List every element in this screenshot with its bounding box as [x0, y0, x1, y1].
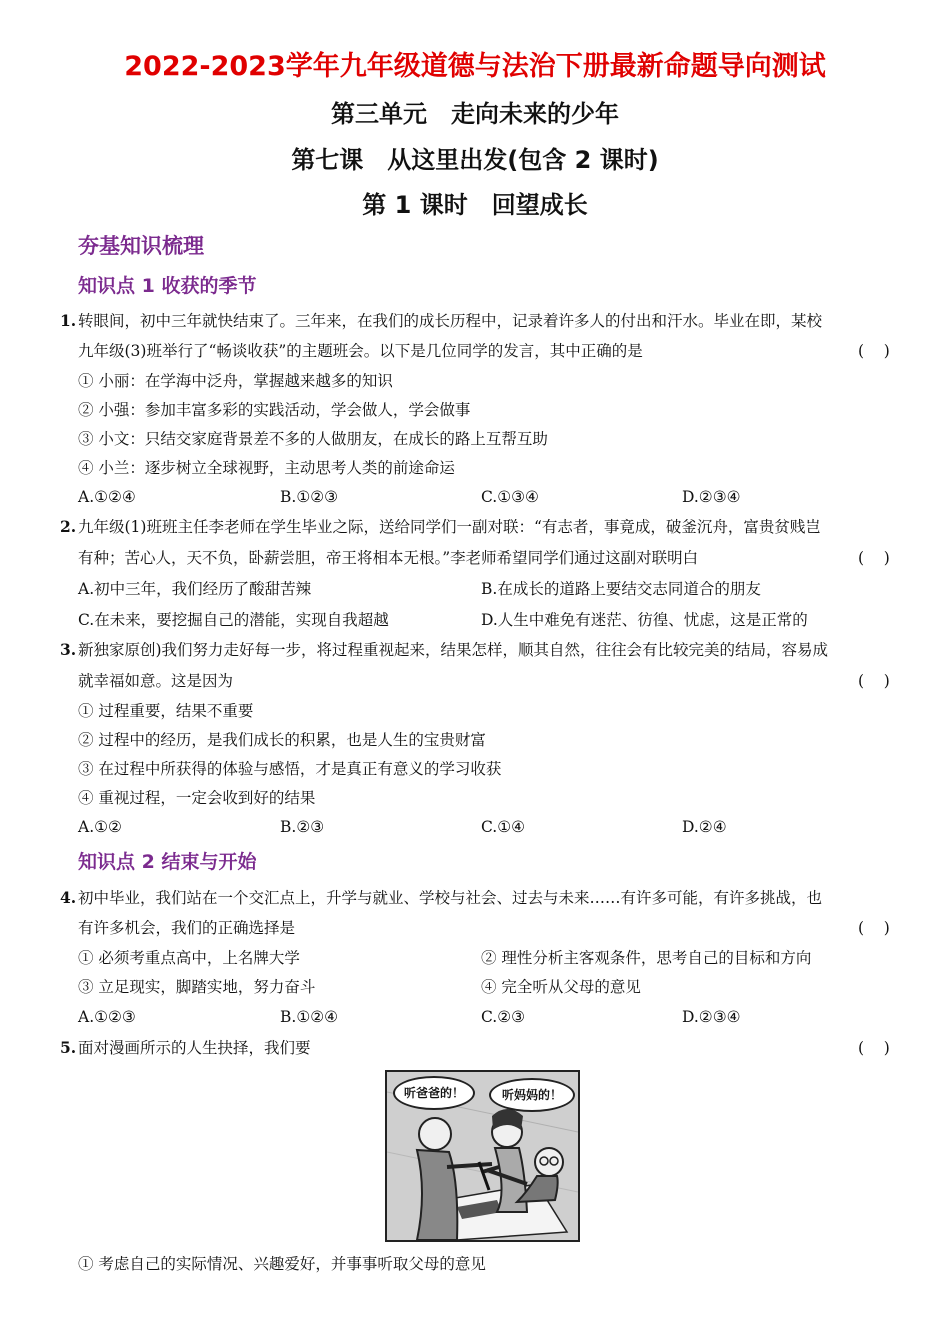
q3-stem-line2: 就幸福如意。这是因为 [78, 672, 234, 690]
unit-title: 第三单元 走向未来的少年 [331, 100, 619, 128]
q2-stem-line1: 九年级(1)班班主任李老师在学生毕业之际，送给同学们一副对联：“有志者，事竟成，破釜沉舟，富贵贫贱岂 [78, 518, 821, 536]
q1-option-a: A.①②④ [78, 488, 136, 506]
q4-item-4: ④ 完全听从父母的意见 [481, 978, 641, 996]
q4-item-3: ③ 立足现实，脚踏实地，努力奋斗 [78, 978, 316, 996]
q1-stem-line2: 九年级(3)班举行了“畅谈收获”的主题班会。以下是几位同学的发言，其中正确的是 [78, 342, 643, 360]
q3-option-c: C.①④ [481, 818, 526, 836]
q2-option-b: B.在成长的道路上要结交志同道合的朋友 [481, 580, 761, 598]
q1-answer-blank: ( ) [858, 342, 890, 360]
q4-option-b: B.①②④ [280, 1008, 339, 1026]
lesson-title: 第七课 从这里出发(包含 2 课时) [291, 146, 659, 174]
q2-answer-blank: ( ) [858, 549, 890, 567]
q5-stem-line1: 面对漫画所示的人生抉择，我们要 [78, 1039, 311, 1057]
document-title: 2022-2023学年九年级道德与法治下册最新命题导向测试 [124, 51, 826, 82]
q3-number: 3. [60, 640, 77, 659]
q2-stem-line2: 有种；苦心人，天不负，卧薪尝胆，帝王将相本无根。”李老师希望同学们通过这副对联明白 [78, 549, 699, 567]
q1-item-2: ② 小强：参加丰富多彩的实践活动，学会做人，学会做事 [78, 401, 471, 419]
q2-option-c: C.在未来，要挖掘自己的潜能，实现自我超越 [78, 611, 389, 629]
q4-stem-line1: 初中毕业，我们站在一个交汇点上，升学与就业、学校与社会、过去与未来……有许多可能，有许多挑战，也 [78, 889, 823, 907]
q3-stem-line1: 新独家原创)我们努力走好每一步，将过程重视起来，结果怎样，顺其自然，往往会有比较完美的结局，容易成 [78, 641, 829, 659]
q4-answer-blank: ( ) [858, 919, 890, 937]
q3-option-a: A.①② [78, 818, 122, 836]
q1-item-4: ④ 小兰：逐步树立全球视野，主动思考人类的前途命运 [78, 459, 455, 477]
q5-answer-blank: ( ) [858, 1039, 890, 1057]
section-kp1: 知识点 1 收获的季节 [78, 275, 257, 297]
q3-option-b: B.②③ [280, 818, 325, 836]
q1-option-b: B.①②③ [280, 488, 339, 506]
q1-item-1: ① 小丽：在学海中泛舟，掌握越来越多的知识 [78, 372, 393, 390]
q1-stem-line1: 转眼间，初中三年就快结束了。三年来，在我们的成长历程中，记录着许多人的付出和汗水。毕业在即，某校 [78, 312, 823, 330]
q2-number: 2. [60, 517, 77, 536]
period-title: 第 1 课时 回望成长 [362, 191, 588, 219]
q5-number: 5. [60, 1038, 77, 1057]
q3-option-d: D.②④ [682, 818, 727, 836]
q4-item-2: ② 理性分析主客观条件，思考自己的目标和方向 [481, 949, 812, 967]
q3-item-3: ③ 在过程中所获得的体验与感悟，才是真正有意义的学习收获 [78, 760, 502, 778]
q2-option-a: A.初中三年，我们经历了酸甜苦辣 [78, 580, 312, 598]
section-kp2: 知识点 2 结束与开始 [78, 851, 257, 873]
q4-number: 4. [60, 888, 77, 907]
q5-item-1: ① 考虑自己的实际情况、兴趣爱好，并事事听取父母的意见 [78, 1255, 486, 1273]
comic-bubble-dad: 听爸爸的！ [393, 1076, 475, 1110]
section-base: 夯基知识梳理 [78, 234, 204, 258]
q2-option-d: D.人生中难免有迷茫、彷徨、忧虑，这是正常的 [481, 611, 808, 629]
q1-option-c: C.①③④ [481, 488, 539, 506]
q1-option-d: D.②③④ [682, 488, 741, 506]
q1-item-3: ③ 小文：只结交家庭背景差不多的人做朋友，在成长的路上互帮互助 [78, 430, 548, 448]
q3-item-4: ④ 重视过程，一定会收到好的结果 [78, 789, 316, 807]
q3-answer-blank: ( ) [858, 672, 890, 690]
q4-item-1: ① 必须考重点高中，上名牌大学 [78, 949, 300, 967]
comic-illustration [385, 1070, 580, 1242]
q4-option-a: A.①②③ [78, 1008, 136, 1026]
q4-option-c: C.②③ [481, 1008, 526, 1026]
q1-number: 1. [60, 311, 77, 330]
q4-stem-line2: 有许多机会，我们的正确选择是 [78, 919, 296, 937]
q3-item-2: ② 过程中的经历，是我们成长的积累，也是人生的宝贵财富 [78, 731, 486, 749]
comic-bubble-mom: 听妈妈的！ [489, 1078, 575, 1112]
q4-option-d: D.②③④ [682, 1008, 741, 1026]
q3-item-1: ① 过程重要，结果不重要 [78, 702, 254, 720]
